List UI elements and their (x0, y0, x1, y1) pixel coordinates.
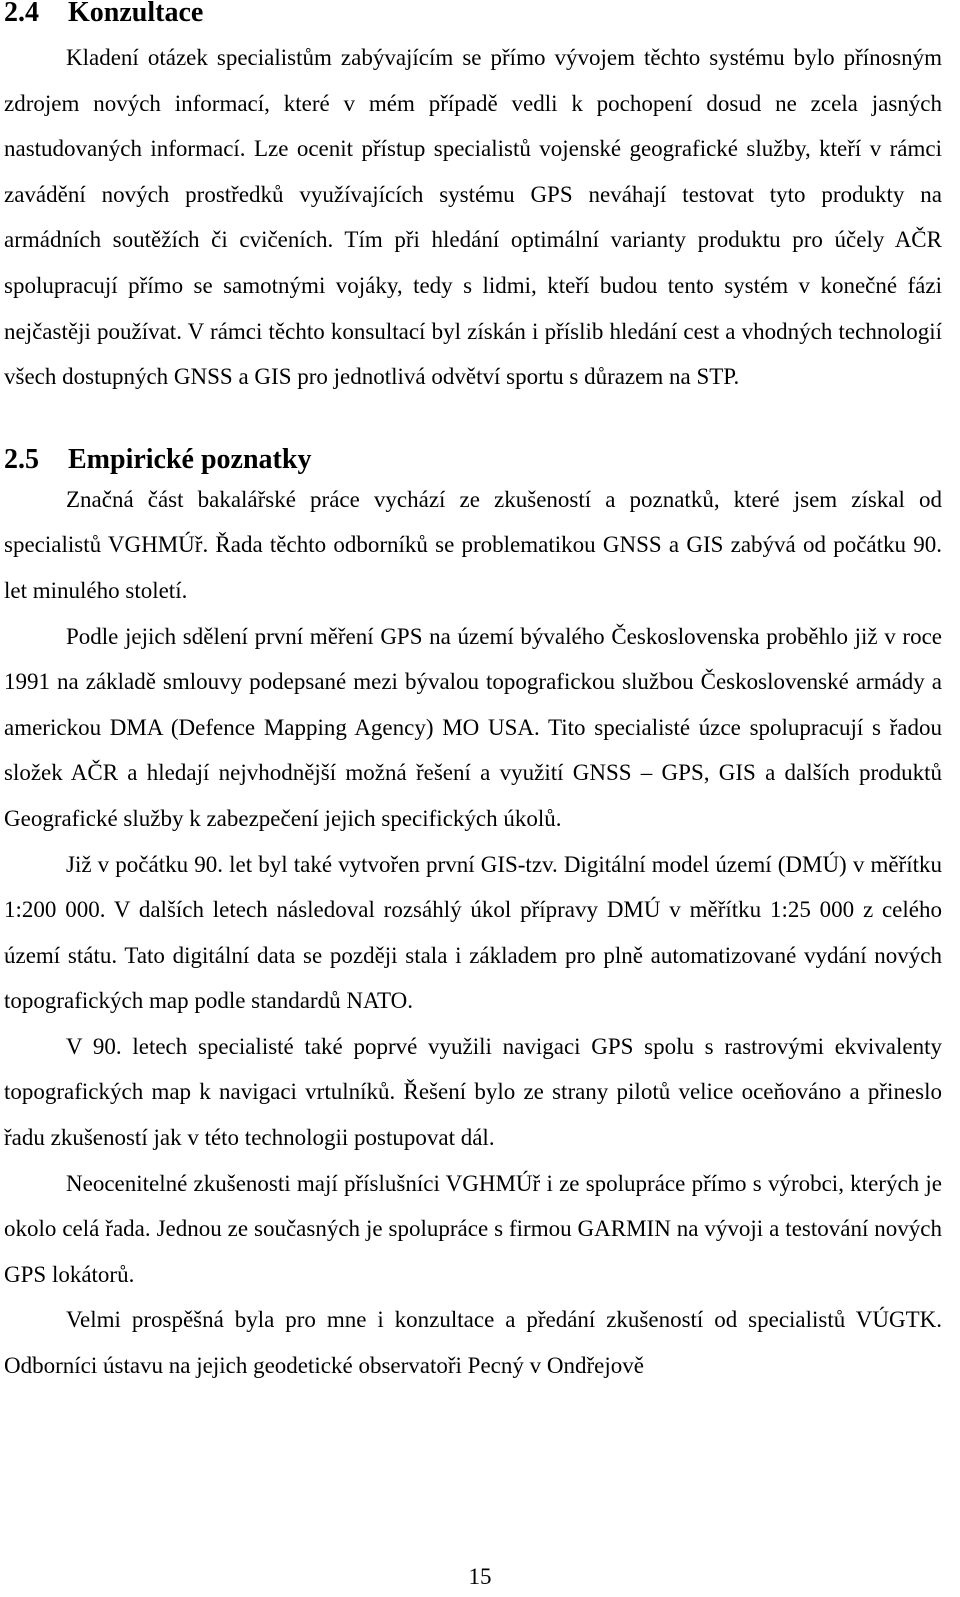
paragraph: Podle jejich sdělení první měření GPS na území bývalého Československa proběhlo již v roce 1991 na základě smlouvy podepsané mezi bývalou topografickou službou Československé armády a americkou DMA (Defence Mapping Agency) MO USA. Tito specialisté úzce spolupracují s řadou složek AČR a hledají nejvhodnější možná řešení a využití GNSS – GPS, GIS a dalších produktů Geografické služby k zabezpečení jejich specifických úkolů. (4, 623, 942, 831)
paragraph: Již v počátku 90. let byl také vytvořen první GIS-tzv. Digitální model území (DMÚ) v měřítku 1:200 000. V dalších letech následoval rozsáhlý úkol přípravy DMÚ v měřítku 1:25 000 z celého území státu. Tato digitální data se později stala i základem pro plně automatizované vydání nových topografických map podle standardů NATO. (4, 851, 942, 1014)
section-title: Konzultace (68, 0, 204, 28)
section-number: 2.4 (4, 0, 39, 28)
paragraph: Velmi prospěšná byla pro mne i konzultace a předání zkušeností od specialistů VÚGTK. Odborníci ústavu na jejich geodetické observatoři Pecný v Ondřejově (4, 1307, 942, 1379)
section-heading-konzultace (4, 0, 942, 30)
paragraph: V 90. letech specialisté také poprvé využili navigaci GPS spolu s rastrovými ekvivalenty topografických map k navigaci vrtulníků. Řešení bylo ze strany pilotů velice oceňováno a přineslo řadu zkušeností jak v této technologii postupovat dál. (4, 1033, 942, 1151)
paragraph: Neocenitelné zkušenosti mají příslušníci VGHMÚř i ze spolupráce přímo s výrobci, kterých je okolo celá řada. Jednou ze současných je spolupráce s firmou GARMIN na vývoji a testování nových GPS lokátorů. (4, 1170, 942, 1287)
paragraph: Značná část bakalářské práce vychází ze zkušeností a poznatků, které jsem získal od specialistů VGHMÚř. Řada těchto odborníků se problematikou GNSS a GIS zabývá od počátku 90. let minulého století. (4, 486, 942, 603)
paragraph: Kladení otázek specialistům zabývajícím se přímo vývojem těchto systému bylo přínosným zdrojem nových informací, které v mém případě vedli k pochopení dosud ne zcela jasných nastudovaných informací. Lze ocenit přístup specialistů vojenské geografické služby, kteří v rámci zavádění nových prostředků využívajících systému GPS neváhají testovat tyto produkty na armádních soutěžích či cvičeních. Tím při hledání optimální varianty produktu pro účely AČR spolupracují přímo se samotnými vojáky, tedy s lidmi, kteří budou tento systém v konečné fázi nejčastěji používat. V rámci těchto konsultací byl získán i příslib hledání cest a vhodných technologií všech dostupných GNSS a GIS pro jednotlivá odvětví sportu s důrazem na STP. (4, 45, 942, 390)
page-number: 15 (468, 1564, 492, 1589)
section-title: Empirické poznatky (68, 443, 312, 475)
section-number: 2.5 (4, 443, 39, 475)
section-heading-empiricke-poznatky (4, 443, 942, 477)
